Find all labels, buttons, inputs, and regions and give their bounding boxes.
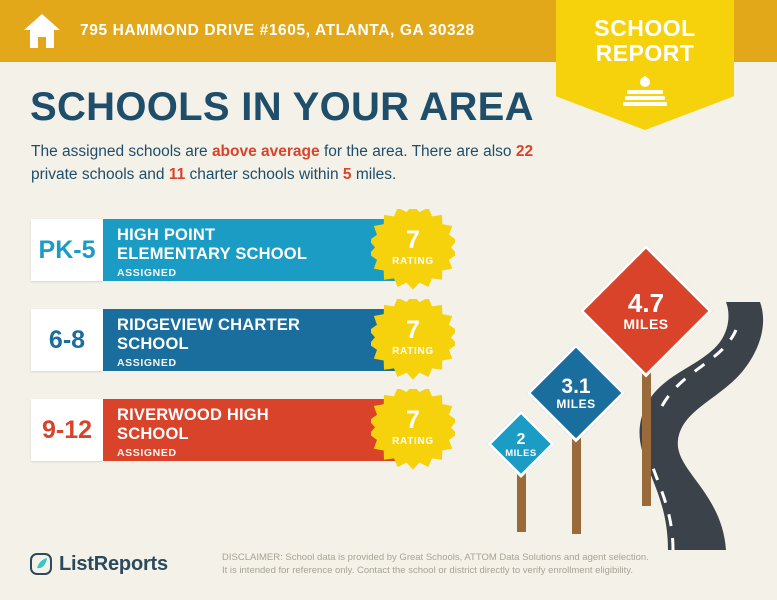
page-title: SCHOOLS IN YOUR AREA <box>30 85 534 129</box>
disclaimer-line-1: School data is provided by Great Schools, ATTOM Data Solutions and agent selection. <box>282 552 649 563</box>
summary-part-2: for the area. There are also <box>319 143 516 160</box>
sign-distance-value: 2 <box>516 431 526 448</box>
brand-logo <box>30 552 168 576</box>
sign-distance-value: 3.1 <box>561 375 591 398</box>
summary-part-3: private schools and <box>31 166 169 183</box>
school-report-badge <box>556 0 734 130</box>
brand-name: ListReports <box>59 552 168 575</box>
road-illustration <box>430 250 777 550</box>
school-name-line-2: SCHOOL <box>117 425 189 443</box>
distance-sign <box>576 250 716 500</box>
disclaimer-line-2: It is intended for reference only. Contact the school or district directly to verify enrollment eligibility. <box>222 565 633 576</box>
school-name-line-1: HIGH POINT <box>117 226 216 244</box>
summary-text <box>31 140 551 186</box>
summary-highlight-charter-count: 11 <box>168 166 186 183</box>
school-name-line-1: RIVERWOOD HIGH <box>117 406 269 424</box>
rating-value: 7 <box>406 316 420 344</box>
rating-value: 7 <box>406 226 420 254</box>
school-info-bar <box>103 219 397 281</box>
school-row <box>31 219 434 281</box>
sign-distance-value: 4.7 <box>627 288 665 318</box>
sign-distance-unit: MILES <box>556 397 596 412</box>
rating-value: 7 <box>406 406 420 434</box>
sign-label <box>576 290 716 332</box>
sign-distance-unit: MILES <box>623 316 669 333</box>
school-info-bar <box>103 309 397 371</box>
disclaimer-label: DISCLAIMER: <box>222 552 283 563</box>
school-name-line-1: RIDGEVIEW CHARTER <box>117 316 301 334</box>
summary-part-4: charter schools within <box>185 166 343 183</box>
rating-label: RATING <box>392 346 434 357</box>
badge-text <box>556 16 734 66</box>
summary-part-5: miles. <box>351 166 397 183</box>
school-name <box>117 316 397 354</box>
school-name <box>117 406 397 444</box>
summary-highlight-private-count: 22 <box>515 143 534 160</box>
book-apple-icon <box>556 76 734 111</box>
school-name <box>117 226 397 264</box>
summary-highlight-radius: 5 <box>342 166 352 183</box>
disclaimer-text <box>222 551 752 577</box>
school-grade-range: 6-8 <box>31 309 103 371</box>
badge-line-1: SCHOOL <box>594 15 696 41</box>
sign-distance-unit: MILES <box>505 447 537 459</box>
rating-label: RATING <box>392 436 434 447</box>
summary-part-1: The assigned schools are <box>31 143 212 160</box>
school-row <box>31 399 434 461</box>
school-assigned-label: ASSIGNED <box>117 267 177 279</box>
listreports-leaf-icon <box>30 552 52 576</box>
school-assigned-label: ASSIGNED <box>117 447 177 459</box>
badge-line-2: REPORT <box>595 40 695 66</box>
property-address: 795 HAMMOND DRIVE #1605, ATLANTA, GA 30328 <box>80 22 475 39</box>
school-grade-range: 9-12 <box>31 399 103 461</box>
school-info-bar <box>103 399 397 461</box>
school-assigned-label: ASSIGNED <box>117 357 177 369</box>
school-name-line-2: SCHOOL <box>117 335 189 353</box>
school-name-line-2: ELEMENTARY SCHOOL <box>117 245 308 263</box>
school-row <box>31 309 434 371</box>
summary-highlight-above-average: above average <box>211 143 320 160</box>
school-grade-range: PK-5 <box>31 219 103 281</box>
home-icon <box>22 12 62 50</box>
rating-label: RATING <box>392 256 434 267</box>
